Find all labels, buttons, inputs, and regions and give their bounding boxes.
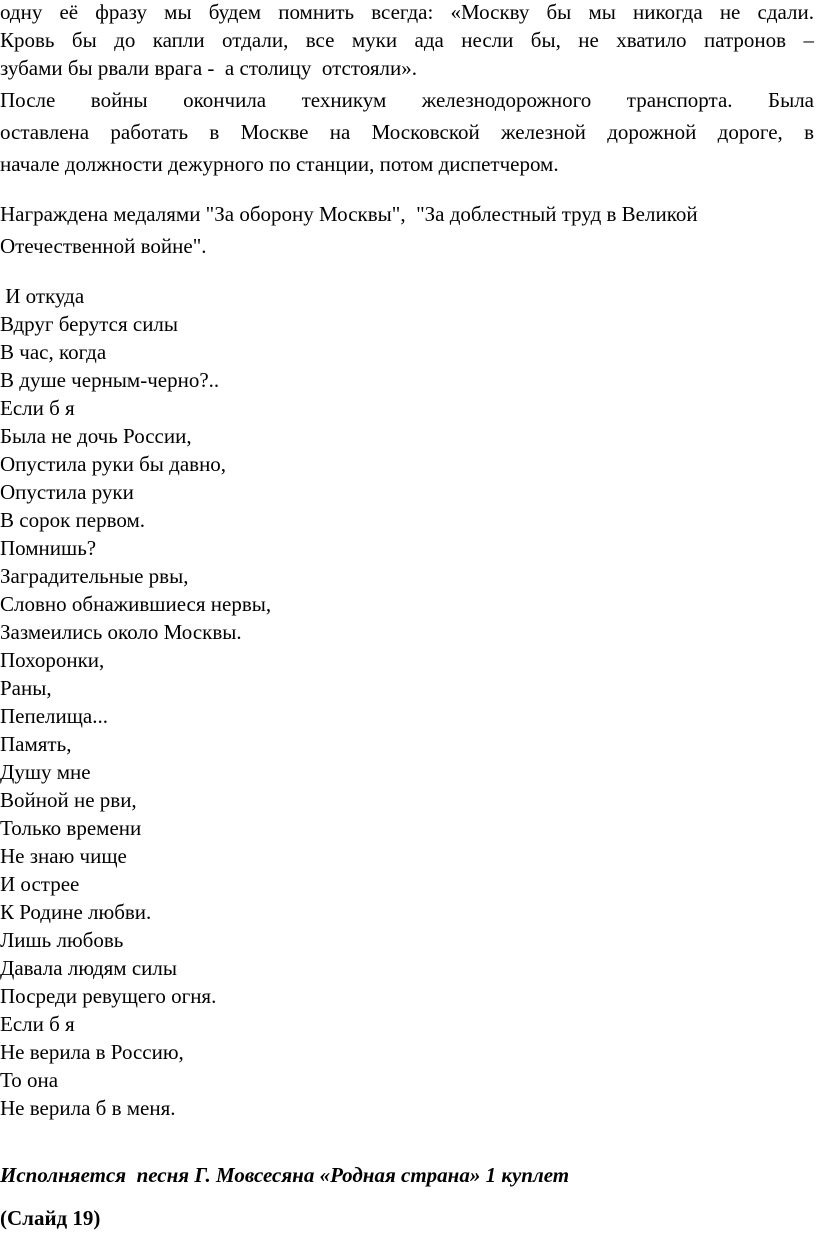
poem-line: В душе черным-черно?.. — [0, 368, 220, 392]
paragraph-3-line-1: Награждена медалями "За оборону Москвы", "За доблестный труд в Великой — [0, 202, 698, 226]
poem-line: Раны, — [0, 676, 52, 700]
paragraph-2-line-2: оставлена работать в Москве на Московской железной дорожной дороге, в — [0, 120, 814, 144]
poem-line: К Родине любви. — [0, 900, 152, 924]
poem-line: Не верила в Россию, — [0, 1040, 184, 1064]
poem-line: Не верила б в меня. — [0, 1096, 176, 1120]
poem-line: Душу мне — [0, 760, 91, 784]
poem-line: Опустила руки — [0, 480, 134, 504]
poem-line: Заградительные рвы, — [0, 564, 189, 588]
poem-line: Посреди ревущего огня. — [0, 984, 217, 1008]
poem-line: Память, — [0, 732, 72, 756]
poem-line: Похоронки, — [0, 648, 105, 672]
paragraph-1-line-1: одну её фразу мы будем помнить всегда: «Москву бы мы никогда не сдали. — [0, 0, 814, 24]
poem-line: Зазмеились около Москвы. — [0, 620, 242, 644]
slide-note: (Слайд 19) — [0, 1206, 101, 1230]
poem-line: Давала людям силы — [0, 956, 177, 980]
poem-line: В сорок первом. — [0, 508, 146, 532]
poem-line: Только времени — [0, 816, 142, 840]
poem-line: В час, когда — [0, 340, 107, 364]
poem-line: Не знаю чище — [0, 844, 127, 868]
poem-line: И откуда — [0, 284, 85, 308]
paragraph-3-line-2: Отечественной войне". — [0, 234, 207, 258]
poem-line: То она — [0, 1068, 59, 1092]
paragraph-2-line-1: После войны окончила техникум железнодорожного транспорта. Была — [0, 88, 814, 112]
poem-line: Словно обнажившиеся нервы, — [0, 592, 272, 616]
poem-line: И острее — [0, 872, 80, 896]
poem-line: Если б я — [0, 1012, 75, 1036]
poem-line: Вдруг берутся силы — [0, 312, 179, 336]
poem-line: Опустила руки бы давно, — [0, 452, 227, 476]
poem-line: Помнишь? — [0, 536, 97, 560]
poem-line: Войной не рви, — [0, 788, 137, 812]
poem-line: Пепелища... — [0, 704, 109, 728]
paragraph-1-line-2: Кровь бы до капли отдали, все муки ада несли бы, не хватило патронов – — [0, 28, 814, 52]
poem-line: Если б я — [0, 396, 75, 420]
poem-line: Лишь любовь — [0, 928, 124, 952]
song-note: Исполняется песня Г. Мовсесяна «Родная страна» 1 куплет — [0, 1163, 570, 1187]
poem-line: Была не дочь России, — [0, 424, 192, 448]
paragraph-2-line-3: начале должности дежурного по станции, потом диспетчером. — [0, 152, 559, 176]
paragraph-1-line-3: зубами бы рвали врага - а столицу отстояли». — [0, 56, 418, 80]
